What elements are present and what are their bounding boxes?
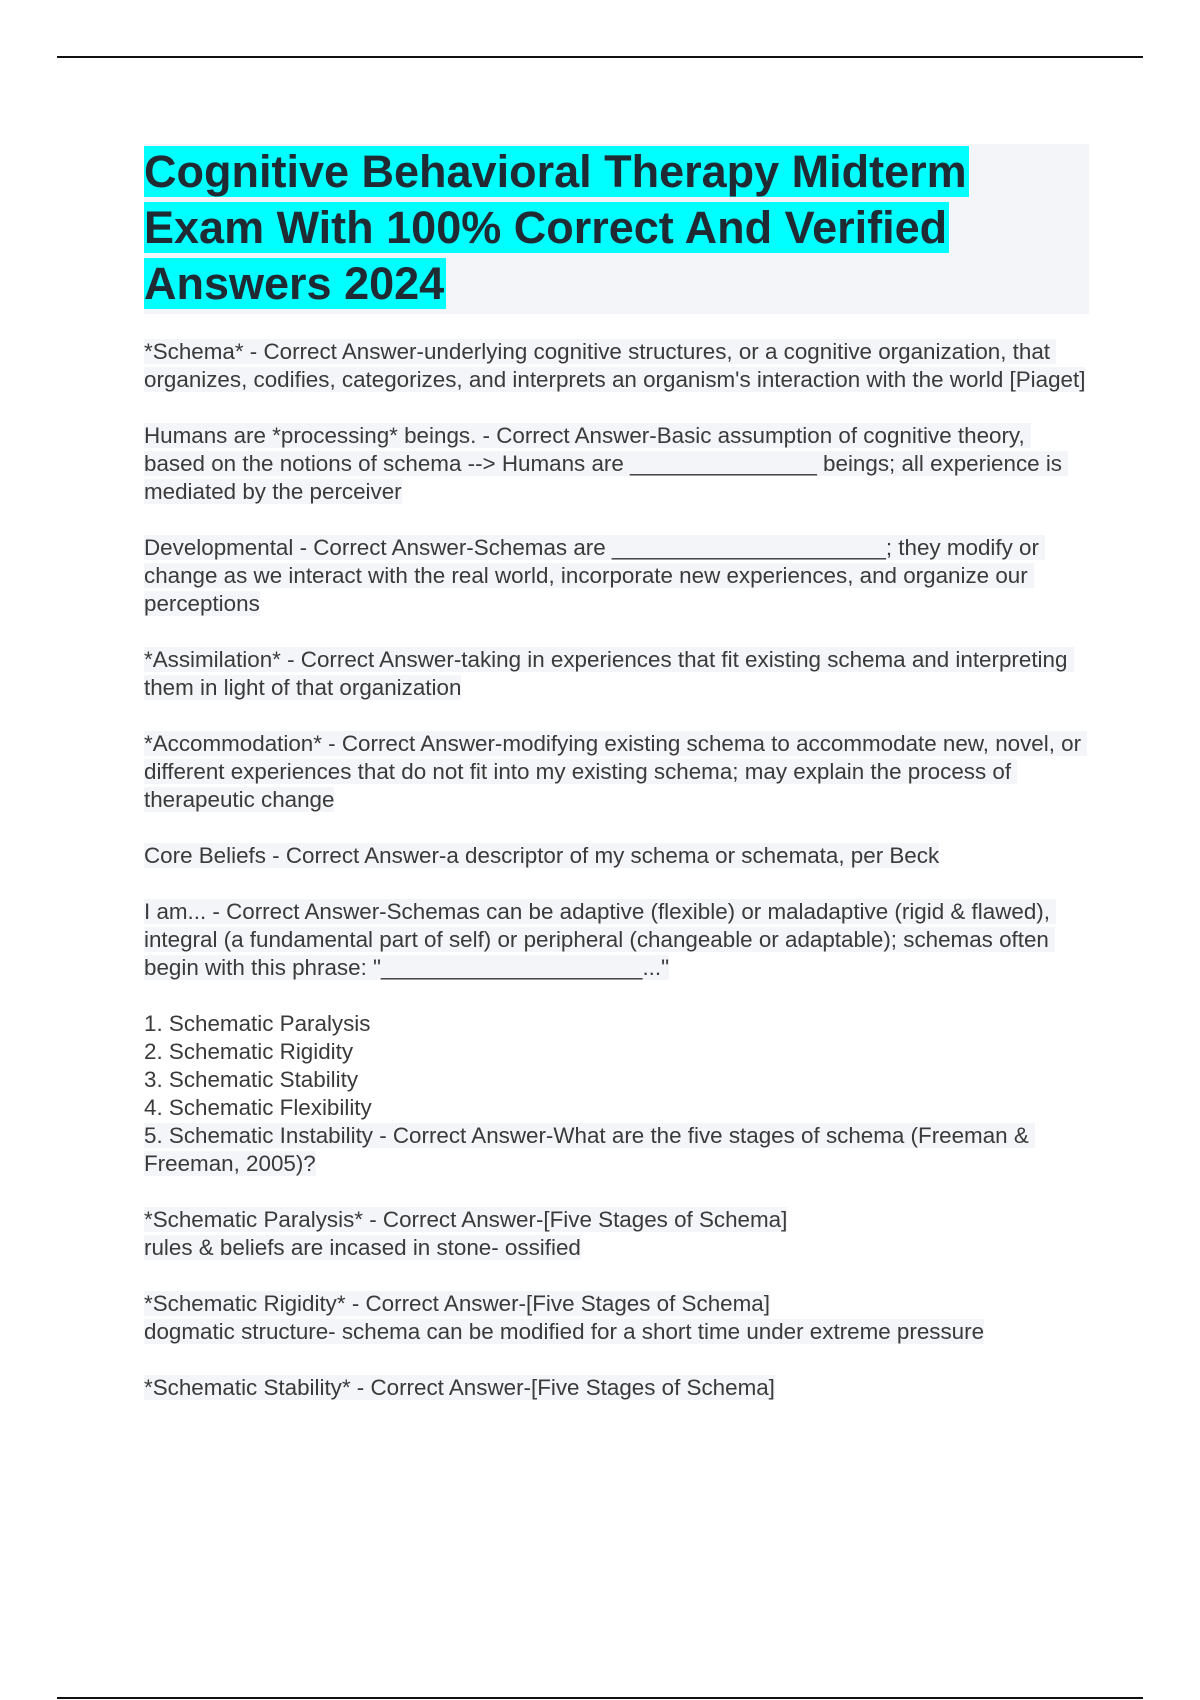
qa-heading: *Schematic Stability* - Correct Answer-[Five Stages of Schema] xyxy=(144,1375,775,1400)
qa-entry-i-am xyxy=(144,898,1089,982)
list-item: 1. Schematic Paralysis xyxy=(144,1011,371,1036)
qa-text: Humans are *processing* beings. - Correct Answer-Basic assumption of cognitive theory, based on the notions of schema --> Humans are _______________ beings; all experience is mediated by the perceiver xyxy=(144,423,1069,504)
title-highlight: Cognitive Behavioral Therapy Midterm Exam With 100% Correct And Verified Answers 2024 xyxy=(144,146,967,309)
qa-entry-schema xyxy=(144,338,1089,394)
qa-entry-assimilation xyxy=(144,646,1089,702)
qa-detail: rules & beliefs are incased in stone- ossified xyxy=(144,1235,581,1260)
list-item: 4. Schematic Flexibility xyxy=(144,1095,372,1120)
qa-entry-developmental xyxy=(144,534,1089,618)
qa-detail: dogmatic structure- schema can be modified for a short time under extreme pressure xyxy=(144,1319,985,1344)
qa-heading: *Schematic Rigidity* - Correct Answer-[Five Stages of Schema] xyxy=(144,1291,770,1316)
document-body xyxy=(144,338,1089,1430)
top-rule xyxy=(57,56,1143,58)
bottom-rule xyxy=(57,1697,1143,1699)
list-item-last: 5. Schematic Instability - Correct Answer-What are the five stages of schema (Freeman & Freeman, 2005)? xyxy=(144,1123,1036,1176)
qa-text: Developmental - Correct Answer-Schemas are ______________________; they modify or change as we interact with the real world, incorporate new experiences, and organize our perceptions xyxy=(144,535,1046,616)
qa-entry-core-beliefs xyxy=(144,842,1089,870)
qa-text: Core Beliefs - Correct Answer-a descriptor of my schema or schemata, per Beck xyxy=(144,843,940,868)
qa-entry-schematic-stability xyxy=(144,1374,1089,1402)
qa-text: *Schema* - Correct Answer-underlying cognitive structures, or a cognitive organization, that organizes, codifies, categorizes, and interprets an organism's interaction with the world [Piaget] xyxy=(144,339,1086,392)
list-item: 2. Schematic Rigidity xyxy=(144,1039,354,1064)
qa-text: *Assimilation* - Correct Answer-taking in experiences that fit existing schema and interpreting them in light of that organization xyxy=(144,647,1074,700)
qa-entry-schematic-paralysis xyxy=(144,1206,1089,1262)
qa-text: I am... - Correct Answer-Schemas can be adaptive (flexible) or maladaptive (rigid & flawed), integral (a fundamental part of self) or peripheral (changeable or adaptable); schemas often begin with this phrase: "_____________________..." xyxy=(144,899,1057,980)
qa-entry-processing xyxy=(144,422,1089,506)
qa-entry-schematic-rigidity xyxy=(144,1290,1089,1346)
title-block xyxy=(144,144,1089,314)
qa-text: *Accommodation* - Correct Answer-modifying existing schema to accommodate new, novel, or different experiences that do not fit into my existing schema; may explain the process of therapeutic change xyxy=(144,731,1088,812)
list-item: 3. Schematic Stability xyxy=(144,1067,359,1092)
document-title xyxy=(144,144,1089,312)
qa-heading: *Schematic Paralysis* - Correct Answer-[Five Stages of Schema] xyxy=(144,1207,788,1232)
stages-list xyxy=(144,1010,1089,1178)
qa-entry-accommodation xyxy=(144,730,1089,814)
